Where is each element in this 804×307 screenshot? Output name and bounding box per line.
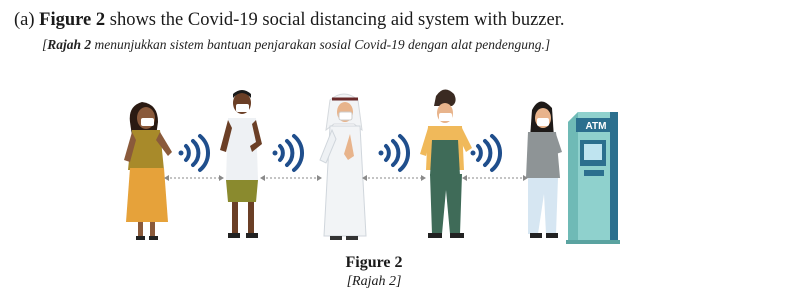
person-1 [124,102,172,240]
translation-figure-reference: Rajah 2 [47,37,92,52]
figure-reference: Figure 2 [39,10,106,30]
mask-icon [236,104,249,112]
translation-text: menunjukkan sistem bantuan penjarakan sosial Covid-19 dengan alat pendengung. [94,37,545,52]
figure-caption-translation: [Rajah 2] [346,274,402,289]
bracket-close: ] [544,37,551,52]
person-4 [420,89,472,238]
signal-icon-1 [179,136,209,170]
mask-icon [439,113,452,121]
mask-icon [339,112,352,120]
person-2 [220,90,262,238]
atm-label: ATM [585,121,607,132]
question-text: shows the Covid-19 social distancing aid system with buzzer. [109,10,565,30]
bracket-open: [ [42,37,48,52]
person-3 [320,94,366,240]
mask-icon [537,118,549,126]
signal-icon-2 [273,136,303,170]
figure-caption: Figure 2 [345,254,403,271]
person-5 [526,101,562,238]
atm-machine [566,112,620,244]
question-label: (a) [14,10,35,30]
signal-icon-3 [379,136,409,170]
mask-icon [141,118,154,126]
signal-icon-4 [471,136,501,170]
